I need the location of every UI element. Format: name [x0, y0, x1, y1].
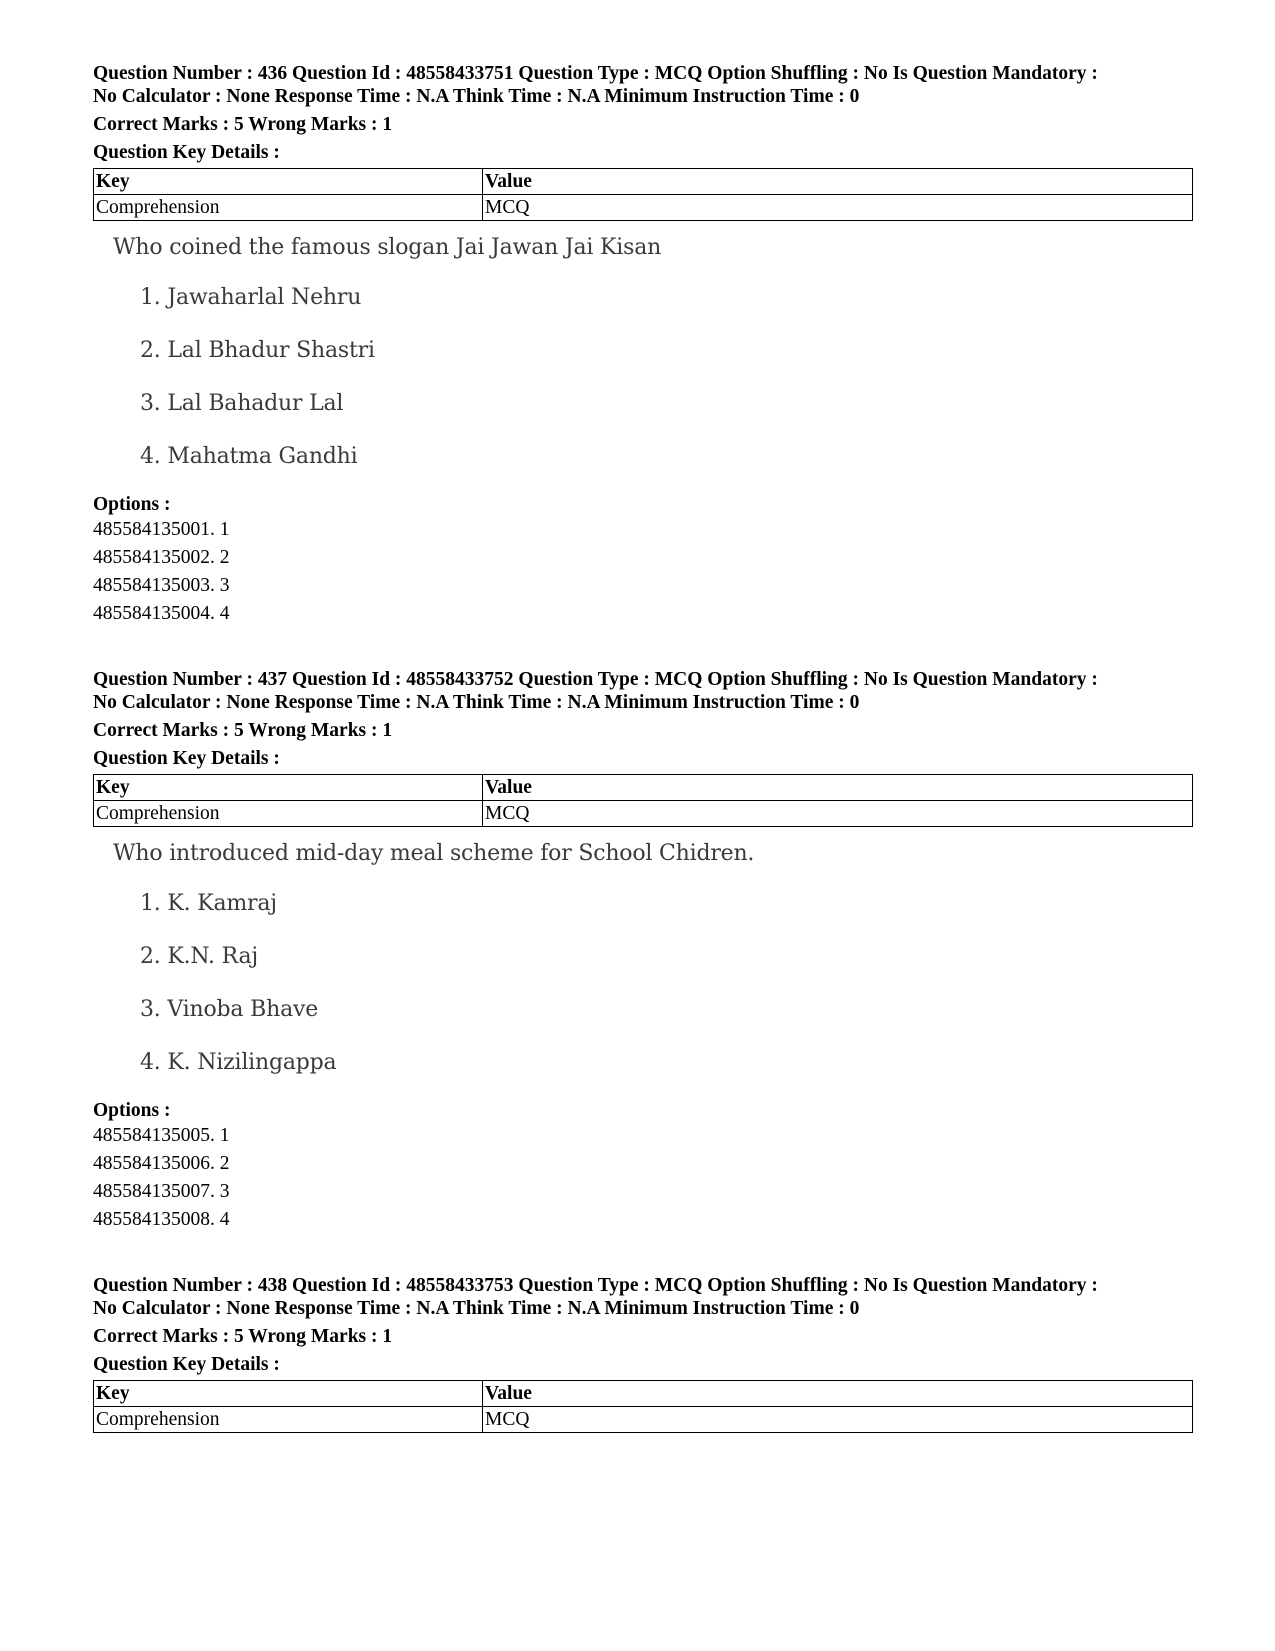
question-text: Who introduced mid-day meal scheme for School Chidren.: [113, 841, 755, 866]
table-cell-key: Comprehension: [94, 801, 483, 827]
option-item: 485584135001. 1: [93, 519, 230, 540]
question-header-line1: Question Number : 438 Question Id : 48558433753 Question Type : MCQ Option Shuffling : No Is Question Mandatory :: [93, 1275, 1098, 1296]
table-cell-value: MCQ: [483, 195, 1193, 221]
marks-line: Correct Marks : 5 Wrong Marks : 1: [93, 1326, 393, 1347]
table-cell-key: Comprehension: [94, 1407, 483, 1433]
table-header-key: Key: [94, 1381, 483, 1407]
question-block-438: [93, 1274, 1193, 1433]
option-item: 485584135002. 2: [93, 547, 230, 568]
choice-item: 2. K.N. Raj: [140, 944, 259, 969]
question-block-437: [93, 668, 1193, 1234]
choice-item: 3. Vinoba Bhave: [140, 997, 319, 1022]
question-header-line2: No Calculator : None Response Time : N.A Think Time : N.A Minimum Instruction Time : 0: [93, 1298, 860, 1319]
option-item: 485584135003. 3: [93, 575, 230, 596]
question-header-line2: No Calculator : None Response Time : N.A Think Time : N.A Minimum Instruction Time : 0: [93, 86, 860, 107]
key-details-title: Question Key Details :: [93, 748, 280, 769]
table-cell-value: MCQ: [483, 801, 1193, 827]
table-header-row: [94, 775, 1193, 801]
question-header-line1: Question Number : 437 Question Id : 48558433752 Question Type : MCQ Option Shuffling : No Is Question Mandatory :: [93, 669, 1098, 690]
key-details-table: [93, 774, 1193, 827]
document-page: [93, 62, 1193, 1473]
choice-item: 1. K. Kamraj: [140, 891, 277, 916]
option-item: 485584135008. 4: [93, 1209, 230, 1230]
marks-line: Correct Marks : 5 Wrong Marks : 1: [93, 720, 393, 741]
table-row: [94, 801, 1193, 827]
choice-item: 1. Jawaharlal Nehru: [140, 285, 362, 310]
question-content: [93, 235, 1193, 470]
key-details-title: Question Key Details :: [93, 1354, 280, 1375]
option-item: 485584135006. 2: [93, 1153, 230, 1174]
table-header-value: Value: [483, 1381, 1193, 1407]
marks-line: Correct Marks : 5 Wrong Marks : 1: [93, 114, 393, 135]
option-item: 485584135004. 4: [93, 603, 230, 624]
table-header-key: Key: [94, 169, 483, 195]
option-item: 485584135005. 1: [93, 1125, 230, 1146]
options-title: Options :: [93, 1100, 171, 1121]
options-title: Options :: [93, 494, 171, 515]
choice-item: 2. Lal Bhadur Shastri: [140, 338, 375, 363]
table-row: [94, 195, 1193, 221]
table-header-value: Value: [483, 775, 1193, 801]
choice-item: 4. Mahatma Gandhi: [140, 444, 358, 469]
key-details-table: [93, 168, 1193, 221]
table-cell-value: MCQ: [483, 1407, 1193, 1433]
option-item: 485584135007. 3: [93, 1181, 230, 1202]
choice-item: 4. K. Nizilingappa: [140, 1050, 337, 1075]
question-content: [93, 841, 1193, 1076]
key-details-title: Question Key Details :: [93, 142, 280, 163]
question-header-line1: Question Number : 436 Question Id : 48558433751 Question Type : MCQ Option Shuffling : No Is Question Mandatory :: [93, 63, 1098, 84]
table-header-key: Key: [94, 775, 483, 801]
question-block-436: [93, 62, 1193, 628]
table-cell-key: Comprehension: [94, 195, 483, 221]
table-row: [94, 1407, 1193, 1433]
table-header-row: [94, 169, 1193, 195]
table-header-value: Value: [483, 169, 1193, 195]
table-header-row: [94, 1381, 1193, 1407]
choice-item: 3. Lal Bahadur Lal: [140, 391, 344, 416]
question-text: Who coined the famous slogan Jai Jawan Jai Kisan: [113, 235, 662, 260]
question-header-line2: No Calculator : None Response Time : N.A Think Time : N.A Minimum Instruction Time : 0: [93, 692, 860, 713]
key-details-table: [93, 1380, 1193, 1433]
